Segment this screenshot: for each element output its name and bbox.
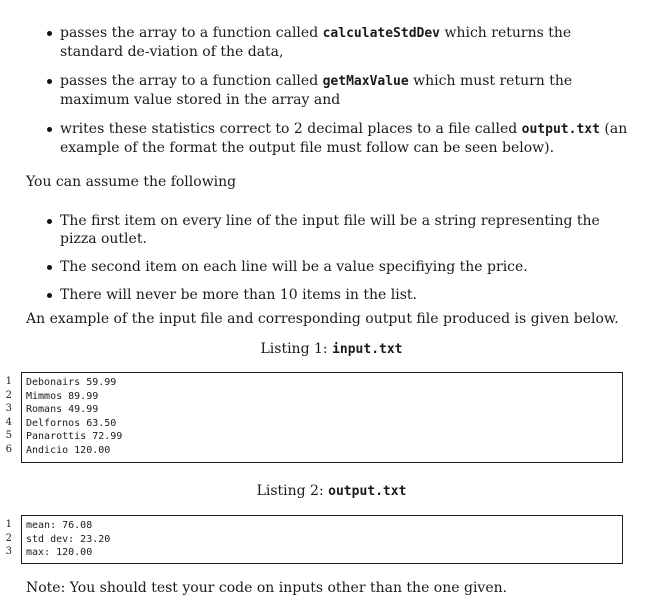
list-item: passes the array to a function called getMaxValue which must return the maximum value stored in the array and bbox=[60, 72, 628, 109]
code-line: Panarottis 72.99 bbox=[26, 431, 123, 442]
code-file-name: output.txt bbox=[521, 122, 600, 137]
code-function-name: getMaxValue bbox=[322, 74, 409, 89]
code-function-name: calculateStdDev bbox=[322, 26, 441, 41]
list-item: There will never be more than 10 items in the list. bbox=[60, 286, 640, 304]
list-item: The second item on each line will be a value specifiying the price. bbox=[60, 258, 640, 276]
listing-2-line-numbers: 1 2 3 bbox=[5, 519, 12, 557]
example-paragraph: An example of the input file and corresponding output file produced is given below. bbox=[26, 311, 619, 327]
list-item: writes these statistics correct to 2 decimal places to a file called output.txt (an example of the format the output file must follow can be seen below). bbox=[60, 120, 628, 157]
requirements-list bbox=[60, 24, 628, 168]
bullet-icon bbox=[47, 79, 52, 84]
listing-1-line-numbers: 1 2 3 4 5 6 bbox=[5, 376, 12, 455]
listing-1-code-box bbox=[21, 372, 623, 463]
list-item: The first item on every line of the input file will be a string representing the pizza outlet. bbox=[60, 212, 640, 248]
code-line: Debonairs 59.99 bbox=[26, 377, 117, 388]
listing-1-caption: Listing 1: input.txt bbox=[260, 341, 403, 357]
assume-paragraph: You can assume the following bbox=[26, 174, 237, 190]
code-line: Mimmos 89.99 bbox=[26, 390, 99, 402]
bullet-icon bbox=[47, 127, 52, 132]
listing-2-code-box bbox=[21, 515, 623, 564]
bullet-icon bbox=[47, 219, 52, 224]
bullet-icon bbox=[47, 293, 52, 298]
code-line: Delfornos 63.50 bbox=[26, 417, 117, 429]
assumptions-list bbox=[60, 212, 640, 314]
code-line: max: 120.00 bbox=[26, 547, 93, 558]
note-paragraph: Note: You should test your code on inputs other than the one given. bbox=[26, 580, 508, 596]
bullet-icon bbox=[47, 265, 52, 270]
list-item: passes the array to a function called calculateStdDev which returns the standard de-viation of the data, bbox=[60, 24, 628, 61]
code-line: Andicio 120.00 bbox=[26, 444, 111, 456]
code-line: std dev: 23.20 bbox=[26, 533, 111, 545]
code-line: Romans 49.99 bbox=[26, 404, 99, 415]
code-line: mean: 76.08 bbox=[26, 520, 93, 531]
bullet-icon bbox=[47, 31, 52, 36]
listing-2-caption: Listing 2: output.txt bbox=[256, 483, 407, 499]
